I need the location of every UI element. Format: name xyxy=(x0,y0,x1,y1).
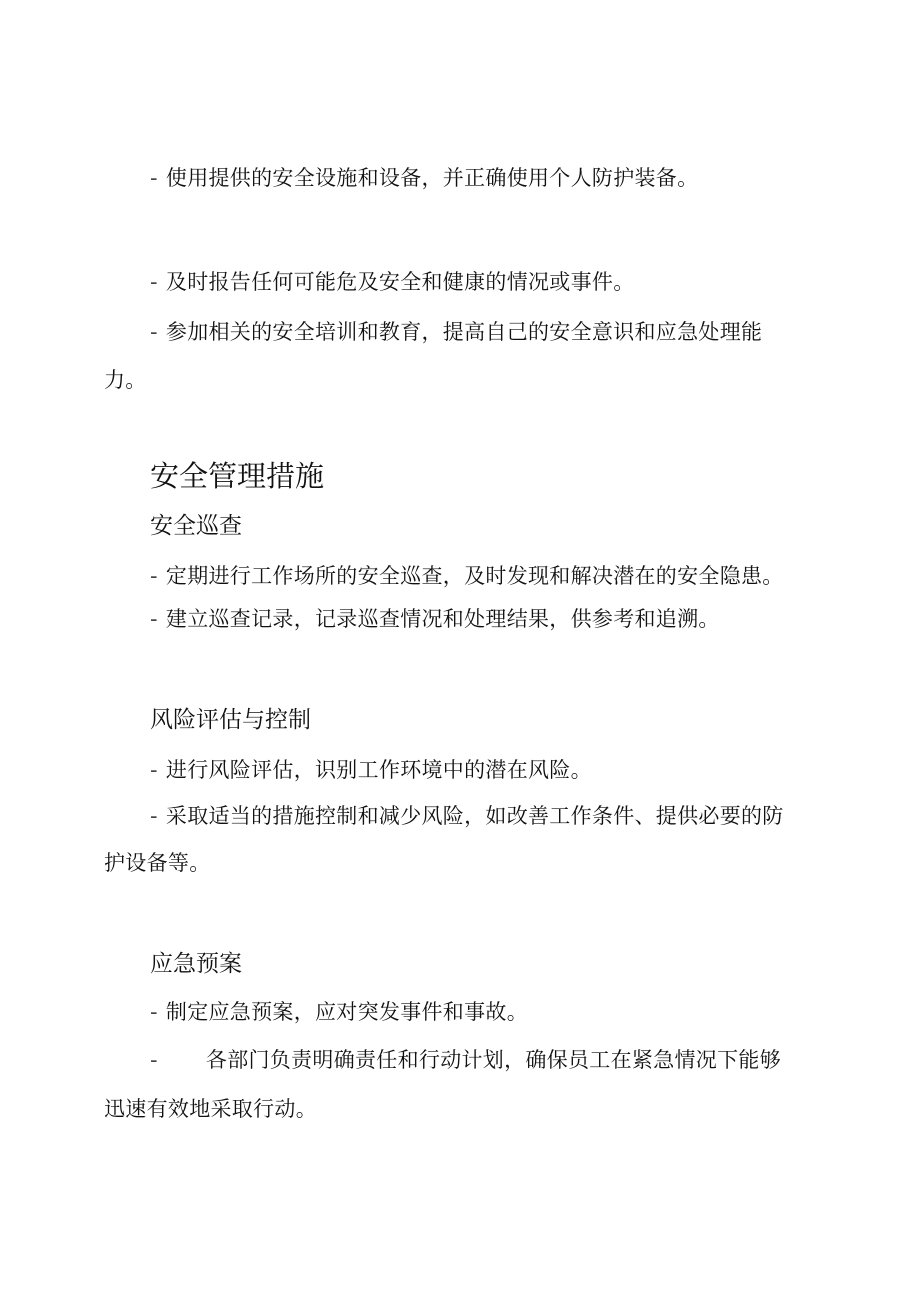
risk-item-1-text: 进行风险评估，识别工作环境中的潜在风险。 xyxy=(165,758,592,782)
risk-item-2-continuation: 护设备等。 xyxy=(104,851,211,875)
emergency-item-1-text: 制定应急预案，应对突发事件和事故。 xyxy=(165,1000,528,1024)
inspection-heading: 安全巡查 xyxy=(150,513,242,539)
inspection-item-1 xyxy=(150,562,784,590)
bullet-dash: - xyxy=(150,320,158,344)
emergency-item-2-continuation: 迅速有效地采取行动。 xyxy=(104,1097,317,1121)
emergency-item-1 xyxy=(150,998,528,1026)
section-title: 安全管理措施 xyxy=(150,459,325,493)
bullet-dash: - xyxy=(150,758,158,782)
intro-item-1 xyxy=(150,164,698,192)
intro-item-2-text: 及时报告任何可能危及安全和健康的情况或事件。 xyxy=(165,270,635,294)
risk-item-2-text: 采取适当的措施控制和减少风险，如改善工作条件、提供必要的防 xyxy=(165,804,784,828)
bullet-dash: - xyxy=(150,1048,158,1072)
emergency-heading: 应急预案 xyxy=(150,951,242,977)
intro-item-2 xyxy=(150,268,635,296)
inspection-item-1-text: 定期进行工作场所的安全巡查，及时发现和解决潜在的安全隐患。 xyxy=(165,564,784,588)
intro-item-3 xyxy=(150,318,762,346)
bullet-dash: - xyxy=(150,564,158,588)
bullet-dash: - xyxy=(150,166,158,190)
bullet-dash: - xyxy=(150,270,158,294)
bullet-dash: - xyxy=(150,607,158,631)
intro-item-1-text: 使用提供的安全设施和设备，并正确使用个人防护装备。 xyxy=(165,166,699,190)
emergency-item-2 xyxy=(150,1046,781,1074)
risk-item-2 xyxy=(150,802,784,830)
intro-item-3-text: 参加相关的安全培训和教育，提高自己的安全意识和应急处理能 xyxy=(165,320,763,344)
bullet-dash: - xyxy=(150,804,158,828)
intro-item-3-continuation: 力。 xyxy=(104,368,147,392)
emergency-item-2-text: 各部门负责明确责任和行动计划，确保员工在紧急情况下能够 xyxy=(205,1048,781,1072)
risk-item-1 xyxy=(150,756,592,784)
risk-heading: 风险评估与控制 xyxy=(150,707,311,733)
bullet-dash: - xyxy=(150,1000,158,1024)
inspection-item-2-text: 建立巡查记录，记录巡查情况和处理结果，供参考和追溯。 xyxy=(165,607,720,631)
inspection-item-2 xyxy=(150,605,720,633)
